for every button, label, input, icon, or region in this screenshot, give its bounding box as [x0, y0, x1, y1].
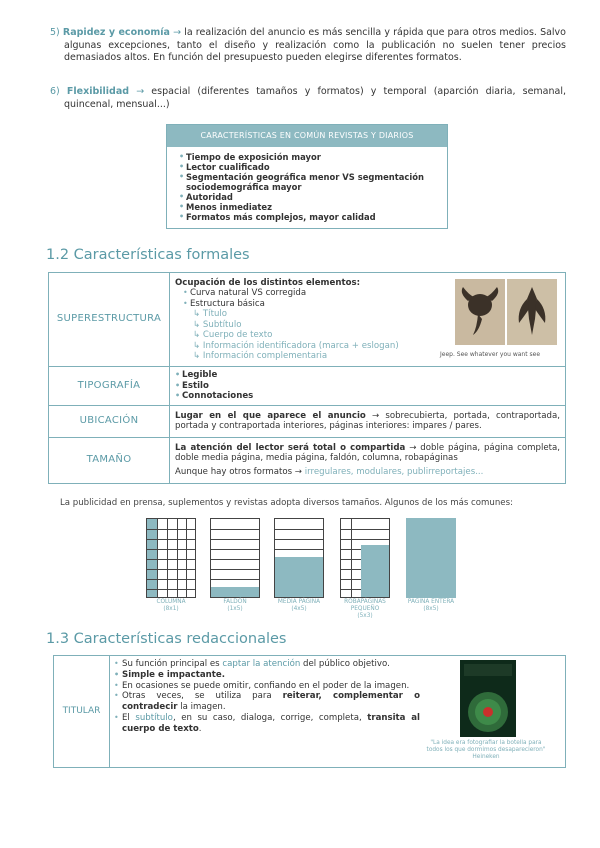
size-fill [407, 519, 455, 597]
size-label-robapaginas: ROBAPÁGINAS PEQUEÑO (5x3) [344, 599, 386, 619]
table-row [49, 437, 566, 483]
label-superestructura: SUPERESTRUCTURA [49, 273, 170, 367]
list-item: • Estilo [175, 380, 209, 391]
tamano-line2-link: irregulares, modulares, publirreportajes... [304, 466, 484, 477]
bullet-icon: • [175, 370, 181, 379]
grid-line [351, 519, 352, 597]
grid-line [211, 559, 259, 560]
grid-line [275, 529, 323, 530]
grid-line [211, 539, 259, 540]
size-label-faldon: FALDÓN (1x5) [223, 599, 247, 612]
bullet-icon: • [114, 691, 119, 701]
size-diagram-pagina-entera [406, 518, 456, 598]
tamano-line2: Aunque hay otros formatos → irregulares, modulares, publirreportajes... [175, 466, 484, 477]
list-item: • Simple e impactante. [114, 669, 225, 680]
tamano-text: → doble página, página completa, doble media página, media página, faldón, columna, robapáginas [175, 442, 561, 464]
heineken-photo-caption: "La idea era fotografiar la botella para todos los que dormimos desaparecieron" Heineken [426, 740, 546, 760]
item-5 [50, 27, 566, 65]
bullet-icon: • [175, 380, 181, 390]
tamano-content [170, 437, 566, 483]
tamano-bold: La atención del lector será total o compartida [175, 442, 406, 453]
grid-line [177, 519, 178, 597]
bullet-icon: • [183, 298, 188, 308]
size-label-pagina-entera: PÁGINA ENTERA (8x5) [407, 599, 455, 612]
grid-line [147, 539, 195, 540]
grid-line [147, 529, 195, 530]
tipografia-content [170, 367, 566, 406]
arrow-icon: → [173, 27, 182, 38]
list-item: • Curva natural VS corregida [183, 288, 307, 298]
size-diagram-columna [146, 518, 196, 598]
item-5-text: la realización del anuncio es más sencilla y rápida que para otros medios. Salvo algunas excepciones, tanto el diseño y realización como la publicación no suelen tener precios demasiados altos. En función del presupuesto pueden elegirse diferentes formatos. [64, 27, 566, 63]
ubicacion-bold: Lugar en el que aparece el anuncio [175, 410, 366, 421]
grid-line [211, 529, 259, 530]
grid-line [211, 579, 259, 580]
size-label-media-pagina: MEDIA PÁGINA (4x5) [277, 599, 321, 612]
common-box-header: CARACTERÍSTICAS EN COMÚN REVISTAS Y DIARIOS [167, 125, 447, 147]
bullet-icon: • [179, 192, 185, 201]
label-titular: TITULAR [54, 656, 110, 767]
grid-line [186, 519, 187, 597]
label-tamano: TAMAÑO [49, 437, 170, 483]
ubicacion-content [170, 405, 566, 437]
list-item: • Otras veces, se utiliza para reiterar, complementar o contradecir la imagen. [114, 691, 420, 713]
arrow-icon: → [136, 86, 145, 97]
list-item: • Legible [175, 370, 218, 380]
list-item: • Segmentación geográfica menor VS segmentación sociodemográfica mayor [179, 172, 424, 192]
bullet-icon: • [183, 288, 188, 297]
section-title-formal: 1.2 Características formales [46, 247, 250, 263]
list-item: • Tiempo de exposición mayor [179, 152, 321, 162]
size-fill [275, 557, 323, 597]
list-item: • El subtítulo, en su caso, dialoga, corrige, completa, transita al cuerpo de texto. [114, 712, 420, 734]
titular-list [114, 659, 420, 735]
common-characteristics-box [166, 124, 448, 229]
list-item: • Menos inmediatez [179, 202, 272, 212]
item-5-title: Rapidez y economía [62, 27, 170, 38]
list-item: ↳ Información complementaria [193, 351, 328, 361]
list-item: ↳ Información identificadora (marca + eslogan) [193, 340, 399, 351]
superestructura-heading: Ocupación de los distintos elementos: [175, 277, 361, 288]
list-item: ↳ Título [193, 309, 228, 319]
grid-line [147, 549, 195, 550]
bullet-icon: • [114, 669, 120, 679]
list-item: • Estructura básica [183, 298, 265, 309]
grid-line [147, 569, 195, 570]
item-6-number: 6) [50, 86, 60, 97]
table-row [49, 367, 566, 406]
heineken-ad-photo [460, 660, 516, 737]
bullet-icon: • [114, 680, 119, 690]
grid-line [167, 519, 168, 597]
item-6-title: Flexibilidad [66, 86, 130, 97]
label-ubicacion: UBICACIÓN [49, 405, 170, 437]
grid-line [211, 549, 259, 550]
grid-line [157, 519, 158, 597]
sizes-caption: La publicidad en prensa, suplementos y revistas adopta diversos tamaños. Algunos de los más comunes: [60, 498, 513, 508]
list-item: • Su función principal es captar la atención del público objetivo. [114, 659, 390, 669]
ubicacion-text: → sobrecubierta, portada, contraportada, portada y contraportada interiores, páginas interiores: impares / pares. [175, 410, 560, 431]
jeep-ad-photo-right [507, 279, 557, 345]
grid-line [147, 589, 195, 590]
size-fill [147, 519, 157, 597]
grid-line [275, 539, 323, 540]
bullet-icon: • [179, 172, 185, 181]
jeep-ad-photo-left [455, 279, 505, 345]
grid-line [341, 529, 389, 530]
item-6-text: espacial (diferentes tamaños y formatos) y temporal (aparción diaria, semanal, quincenal, mensual...) [64, 86, 566, 110]
bullet-icon: • [179, 202, 185, 211]
grid-line [341, 539, 389, 540]
tipografia-list [175, 370, 560, 402]
size-fill [361, 545, 389, 597]
jeep-photo-caption: Jeep. See whatever you want see [440, 351, 541, 358]
list-item: • Formatos más complejos, mayor calidad [179, 212, 376, 222]
grid-line [275, 549, 323, 550]
list-item: • En ocasiones se puede omitir, confiando en el poder de la imagen. [114, 680, 410, 691]
table-row [49, 405, 566, 437]
size-diagram-robapaginas [340, 518, 390, 598]
list-item: • Lector cualificado [179, 162, 270, 172]
bullet-icon: • [114, 712, 119, 722]
size-label-columna: COLUMNA (8x1) [156, 599, 186, 612]
bullet-icon: • [175, 391, 181, 400]
bullet-icon: • [179, 212, 185, 221]
grid-line [211, 569, 259, 570]
label-tipografia: TIPOGRAFÍA [49, 367, 170, 406]
section-title-redaccionales: 1.3 Características redaccionales [46, 631, 287, 647]
list-item: ↳ Cuerpo de texto [193, 330, 273, 340]
size-diagram-media-pagina [274, 518, 324, 598]
list-item: • Autoridad [179, 192, 233, 202]
grid-line [147, 559, 195, 560]
bullet-icon: • [114, 659, 119, 668]
size-fill [211, 587, 259, 597]
item-6 [50, 86, 566, 111]
item-5-number: 5) [50, 27, 60, 38]
bullet-icon: • [179, 152, 185, 161]
list-item: ↳ Subtítulo [193, 319, 242, 330]
size-diagram-faldon [210, 518, 260, 598]
bullet-icon: • [179, 162, 185, 171]
grid-line [147, 579, 195, 580]
common-box-list [167, 147, 447, 222]
list-item: • Connotaciones [175, 391, 254, 401]
